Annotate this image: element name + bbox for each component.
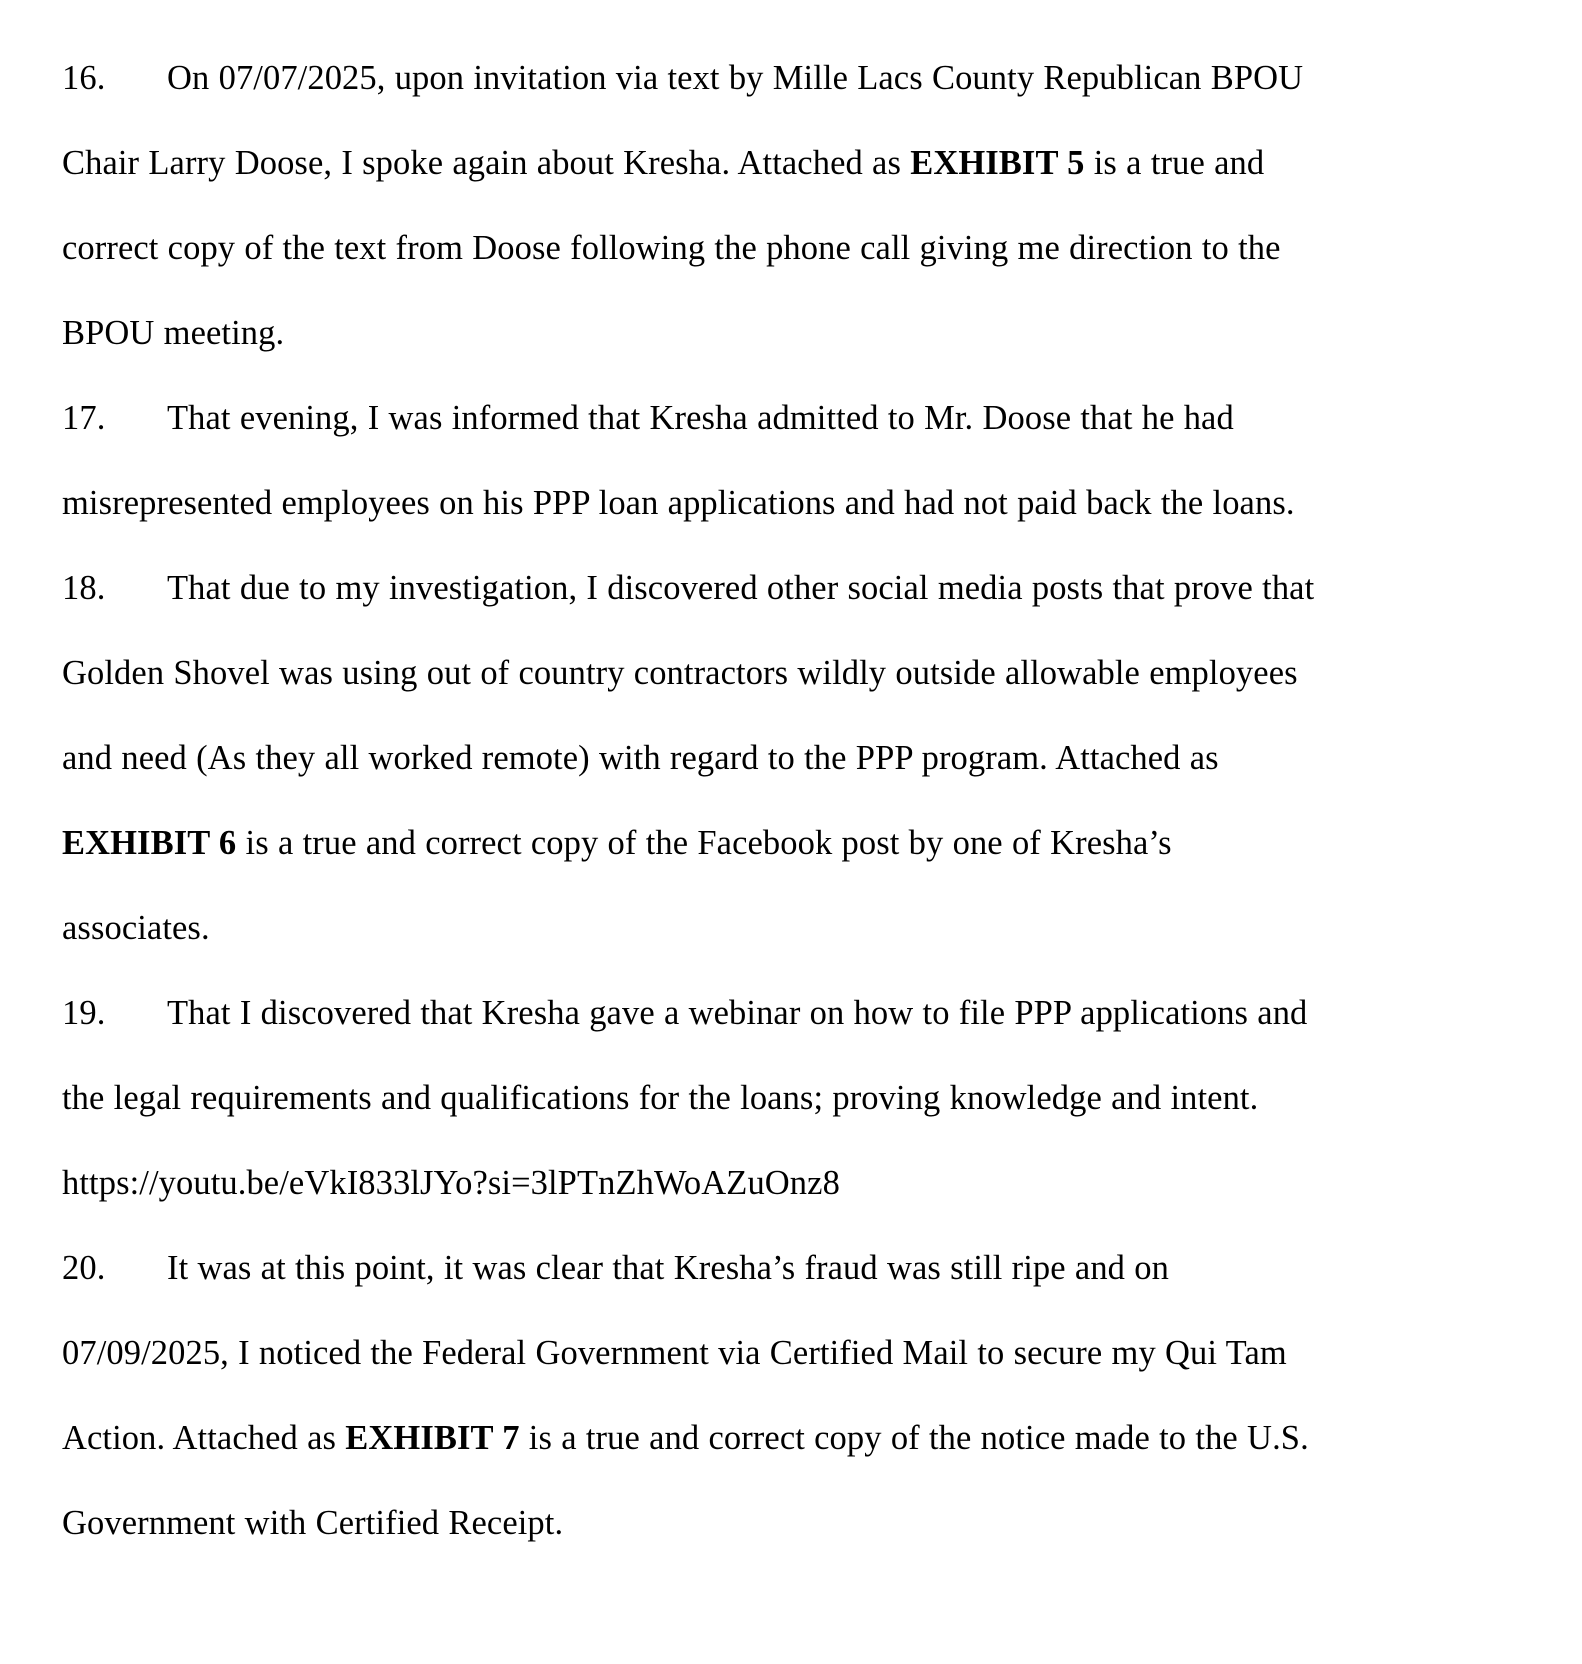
paragraph-17 — [62, 376, 1432, 546]
paragraph-18-line-2: Golden Shovel was using out of country contractors wildly outside allowable employees — [62, 654, 1298, 692]
paragraph-20-line-2: 07/09/2025, I noticed the Federal Government via Certified Mail to secure my Qui Tam — [62, 1334, 1287, 1372]
paragraph-20-line-3a: Action. Attached as — [62, 1419, 346, 1457]
paragraph-20 — [62, 1226, 1432, 1566]
paragraph-19 — [62, 971, 1432, 1226]
exhibit-6-reference: EXHIBIT 6 — [62, 824, 237, 862]
paragraph-18-line-3: and need (As they all worked remote) with regard to the PPP program. Attached as — [62, 739, 1219, 777]
paragraph-20-line-1: It was at this point, it was clear that Kresha’s fraud was still ripe and on — [167, 1249, 1169, 1287]
paragraph-number-19: 19. — [62, 994, 106, 1032]
exhibit-7-reference: EXHIBIT 7 — [345, 1419, 520, 1457]
paragraph-16-line-2b: is a true and — [1084, 144, 1265, 182]
paragraph-17-line-1: That evening, I was informed that Kresha admitted to Mr. Doose that he had — [167, 399, 1234, 437]
paragraph-17-line-2: misrepresented employees on his PPP loan applications and had not paid back the loans. — [62, 484, 1295, 522]
youtube-url-link[interactable]: https://youtu.be/eVkI833lJYo?si=3lPTnZhWoAZuOnz8 — [62, 1164, 840, 1202]
paragraph-16-line-3: correct copy of the text from Doose following the phone call giving me direction to the — [62, 229, 1281, 267]
paragraph-18-line-4: is a true and correct copy of the Facebook post by one of Kresha’s — [236, 824, 1172, 862]
paragraph-19-line-1: That I discovered that Kresha gave a webinar on how to file PPP applications and — [167, 994, 1308, 1032]
paragraph-number-16: 16. — [62, 59, 106, 97]
paragraph-16-line-4: BPOU meeting. — [62, 314, 285, 352]
exhibit-5-reference: EXHIBIT 5 — [910, 144, 1085, 182]
paragraph-18-line-1: That due to my investigation, I discovered other social media posts that prove that — [167, 569, 1315, 607]
paragraph-20-line-3b: is a true and correct copy of the notice made to the U.S. — [519, 1419, 1309, 1457]
paragraph-number-20: 20. — [62, 1249, 106, 1287]
paragraph-18-line-5: associates. — [62, 909, 210, 947]
paragraph-number-18: 18. — [62, 569, 106, 607]
paragraph-18 — [62, 546, 1432, 971]
document-body — [62, 36, 1432, 1566]
paragraph-20-line-4: Government with Certified Receipt. — [62, 1504, 564, 1542]
paragraph-19-line-2: the legal requirements and qualifications for the loans; proving knowledge and intent. — [62, 1079, 1259, 1117]
paragraph-16-line-2a: Chair Larry Doose, I spoke again about Kresha. Attached as — [62, 144, 911, 182]
paragraph-16-line-1: On 07/07/2025, upon invitation via text by Mille Lacs County Republican BPOU — [167, 59, 1304, 97]
paragraph-16 — [62, 36, 1432, 376]
paragraph-number-17: 17. — [62, 399, 106, 437]
